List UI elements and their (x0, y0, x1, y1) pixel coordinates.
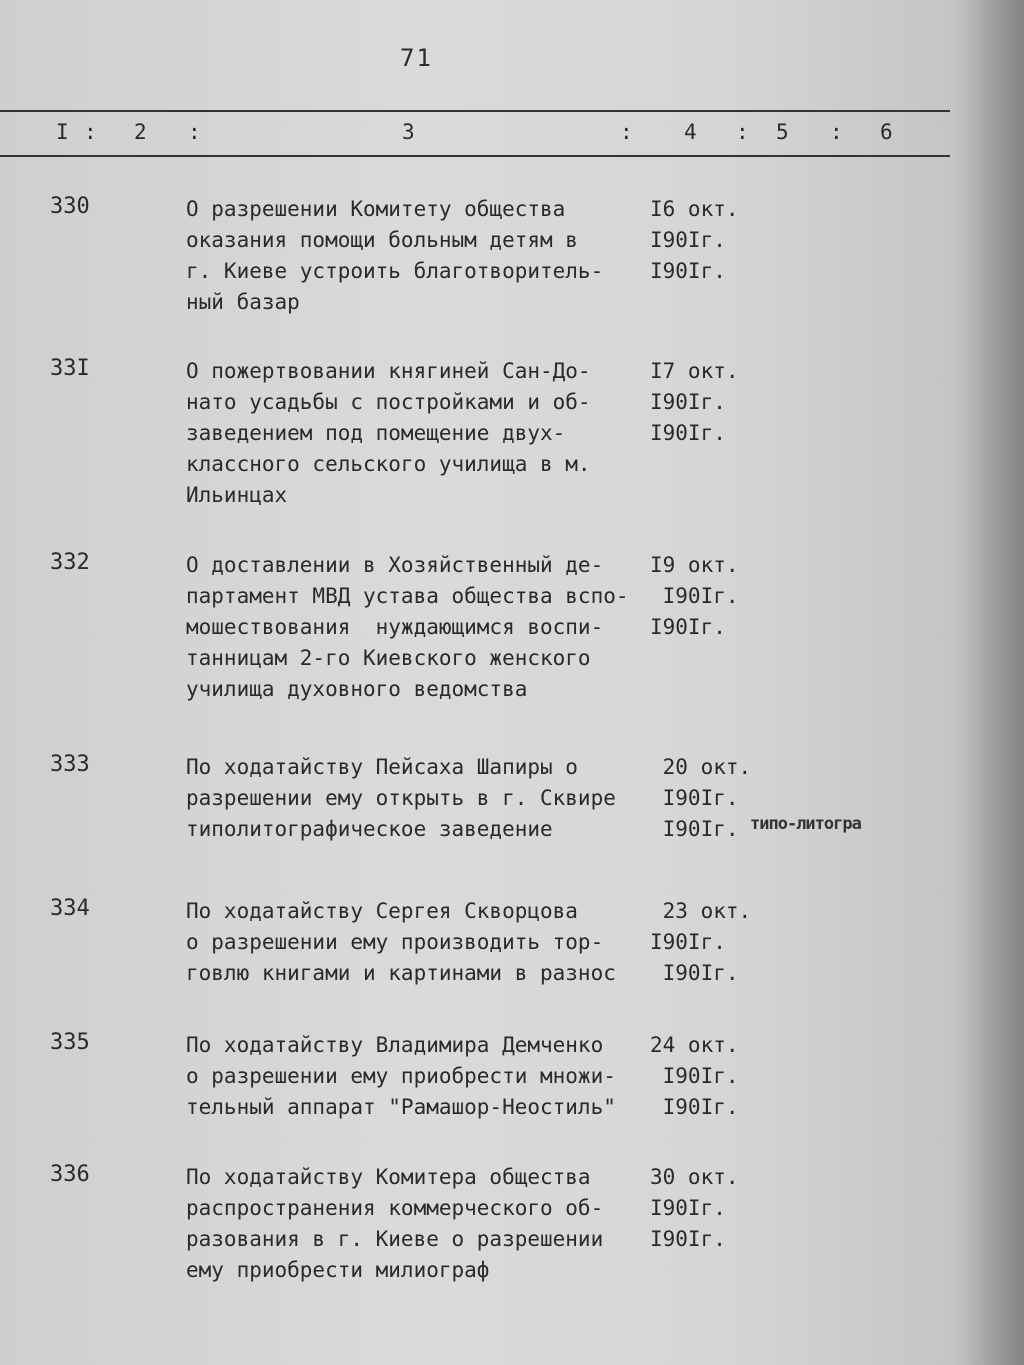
column-separator: : (188, 120, 201, 144)
entry-dates: I6 окт. I90Iг. I90Iг. (650, 197, 739, 283)
entry-number: 335 (50, 1030, 90, 1055)
column-header-6: 6 (880, 120, 893, 144)
entry-number: 336 (50, 1162, 90, 1187)
column-separator: : (736, 120, 749, 144)
entry-dates: 23 окт. I90Iг. I90Iг. (650, 899, 752, 985)
column-header-2: 2 (134, 120, 147, 144)
entry-description: По ходатайству Пейсаха Шапиры о разрешении ему открыть в г. Сквире типолитографическое заведение (186, 755, 616, 841)
column-separator: : (830, 120, 843, 144)
margin-annotation: типо-литогра (750, 814, 861, 834)
page-number: 71 (400, 44, 433, 72)
column-header-4: 4 (684, 120, 697, 144)
entry-number: 333 (50, 752, 90, 777)
column-separator: : (84, 120, 97, 144)
entry-dates: 20 окт. I90Iг. I90Iг. (650, 755, 752, 841)
entry-number: 332 (50, 550, 90, 575)
column-header-1: I (56, 120, 69, 144)
column-separator: : (620, 120, 633, 144)
entry-description: По ходатайству Владимира Демченко о разрешении ему приобрести множи- тельный аппарат "Рамашор-Неостиль" (186, 1033, 616, 1119)
entry-dates: 30 окт. I90Iг. I90Iг. (650, 1165, 739, 1251)
table-header-top-rule (0, 110, 950, 112)
entry-dates: I7 окт. I90Iг. I90Iг. (650, 359, 739, 445)
entry-description: О пожертвовании княгиней Сан-До- нато усадьбы с постройками и об- заведением под помещение двух- классного сельского училища в м. Ильинцах (186, 359, 591, 507)
column-header-5: 5 (776, 120, 789, 144)
entry-description: О доставлении в Хозяйственный де- партамент МВД устава общества вспо- мошествования нуждающимся воспи- танницам 2-го Киевского женского училища духовного ведомства (186, 553, 629, 701)
entry-number: 334 (50, 896, 90, 921)
entry-number: 33I (50, 356, 90, 381)
entry-description: По ходатайству Сергея Скворцова о разрешении ему производить тор- говлю книгами и картинами в разнос (186, 899, 616, 985)
page-edge-shadow (954, 0, 1024, 1365)
entry-dates: I9 окт. I90Iг. I90Iг. (650, 553, 739, 639)
entry-dates: 24 окт. I90Iг. I90Iг. (650, 1033, 739, 1119)
entry-number: 330 (50, 194, 90, 219)
table-header-bottom-rule (0, 155, 950, 157)
entry-description: По ходатайству Комитера общества распространения коммерческого об- разования в г. Киеве о разрешении ему приобрести милиограф (186, 1165, 604, 1282)
column-header-3: 3 (402, 120, 415, 144)
entry-description: О разрешении Комитету общества оказания помощи больным детям в г. Киеве устроить благотворитель- ный базар (186, 197, 604, 314)
